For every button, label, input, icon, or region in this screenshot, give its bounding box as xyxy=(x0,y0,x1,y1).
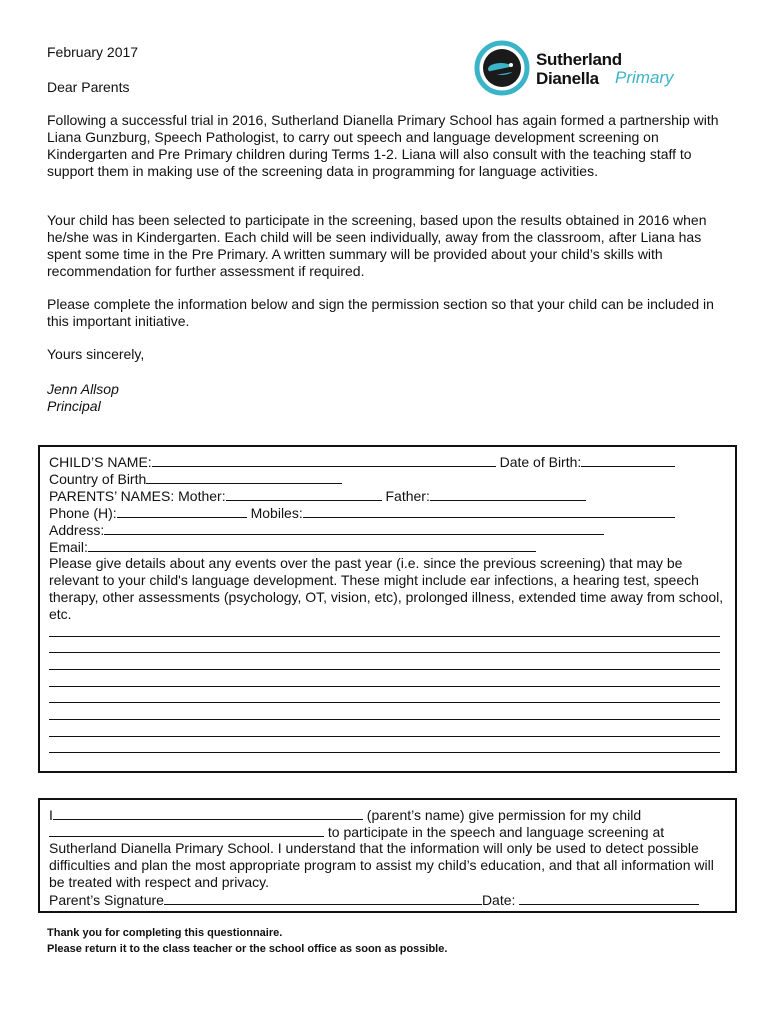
details-prompt: Please give details about any events over the past year (i.e. since the previous screening) that may be relevant to your child's language development. These might include ear infections, a hearing test, speech therapy, other assessments (psychology, OT, vision, etc), prolonged illness, extended time away from school, etc. xyxy=(49,555,724,622)
details-line[interactable] xyxy=(49,736,720,737)
details-line[interactable] xyxy=(49,702,720,703)
signature-label: Parent’s Signature xyxy=(49,892,164,908)
logo-line-1: Sutherland xyxy=(536,50,622,69)
phone-field[interactable] xyxy=(117,504,247,518)
address-field[interactable] xyxy=(104,521,604,535)
signature-field[interactable] xyxy=(164,891,482,905)
letter-paragraph-2: Your child has been selected to participate in the screening, based upon the results obtained in 2016 when he/she was in Kindergarten. Each child will be seen individually, away from the classroom, after Liana has spent some time in the Pre Primary. A written summary will be provided about your child’s skills with recommendation for further assessment if required. xyxy=(47,212,707,279)
mobiles-field[interactable] xyxy=(303,504,675,518)
email-row xyxy=(49,538,536,556)
child-name-label: CHILD’S NAME: xyxy=(49,454,152,470)
signature-row xyxy=(49,891,699,909)
logo-line-2: Dianella xyxy=(536,69,599,88)
mother-field[interactable] xyxy=(226,487,382,501)
parent-name-field[interactable] xyxy=(53,806,363,820)
frog-emblem-icon xyxy=(474,40,530,96)
letter-date: February 2017 xyxy=(47,44,139,60)
signatory-title: Principal xyxy=(47,398,101,414)
permission-line-2 xyxy=(49,823,664,841)
footer-return-note: Please return it to the class teacher or the school office as soon as possible. xyxy=(47,943,448,955)
child-name-row xyxy=(49,453,675,471)
footer-thanks: Thank you for completing this questionnaire. xyxy=(47,927,283,939)
details-line[interactable] xyxy=(49,719,720,720)
permission-line-2-text: to participate in the speech and language screening at xyxy=(324,824,665,840)
signatory-name: Jenn Allsop xyxy=(47,381,119,397)
salutation: Dear Parents xyxy=(47,79,130,95)
date-label: Date: xyxy=(481,892,516,908)
parents-label: PARENTS’ NAMES: Mother: xyxy=(49,488,226,504)
child-name-permission-field[interactable] xyxy=(49,823,324,837)
mobiles-label: Mobiles: xyxy=(250,505,303,521)
closing: Yours sincerely, xyxy=(47,346,145,362)
child-name-field[interactable] xyxy=(152,453,496,467)
permission-line-1 xyxy=(49,806,641,824)
father-label: Father: xyxy=(385,488,430,504)
permission-line-1-text: (parent’s name) give permission for my child xyxy=(362,807,642,823)
details-line[interactable] xyxy=(49,669,720,670)
father-field[interactable] xyxy=(430,487,586,501)
child-details-form xyxy=(38,445,737,773)
details-line[interactable] xyxy=(49,686,720,687)
date-field[interactable] xyxy=(519,891,699,905)
logo-line-3: Primary xyxy=(615,68,674,87)
address-label: Address: xyxy=(49,522,105,538)
details-line[interactable] xyxy=(49,652,720,653)
country-field[interactable] xyxy=(146,470,342,484)
letter-paragraph-1: Following a successful trial in 2016, Sutherland Dianella Primary School has again formed a partnership with Liana Gunzburg, Speech Pathologist, to carry out speech and language development screening on Kindergarten and Pre Primary children during Terms 1-2. Liana will also consult with the teaching staff to support them in making use of the screening data in programming for language activities. xyxy=(47,112,719,179)
address-row xyxy=(49,521,604,539)
permission-section xyxy=(38,798,737,913)
details-line[interactable] xyxy=(49,636,720,637)
letter-paragraph-3: Please complete the information below and sign the permission section so that your child can be included in this important initiative. xyxy=(47,296,714,329)
country-row xyxy=(49,470,342,488)
phone-label: Phone (H): xyxy=(49,505,117,521)
country-label: Country of Birth xyxy=(49,471,147,487)
dob-field[interactable] xyxy=(581,453,675,467)
school-logo xyxy=(474,40,684,96)
permission-body: Sutherland Dianella Primary School. I understand that the information will only be used to detect possible difficulties and plan the most appropriate program to assist my child’s education, and that all information will be treated with respect and privacy. xyxy=(49,840,714,890)
email-label: Email: xyxy=(49,539,88,555)
phone-row xyxy=(49,504,675,522)
details-line[interactable] xyxy=(49,752,720,753)
permission-prefix: I xyxy=(49,807,53,823)
dob-label: Date of Birth: xyxy=(499,454,582,470)
email-field[interactable] xyxy=(88,538,536,552)
parents-row xyxy=(49,487,586,505)
